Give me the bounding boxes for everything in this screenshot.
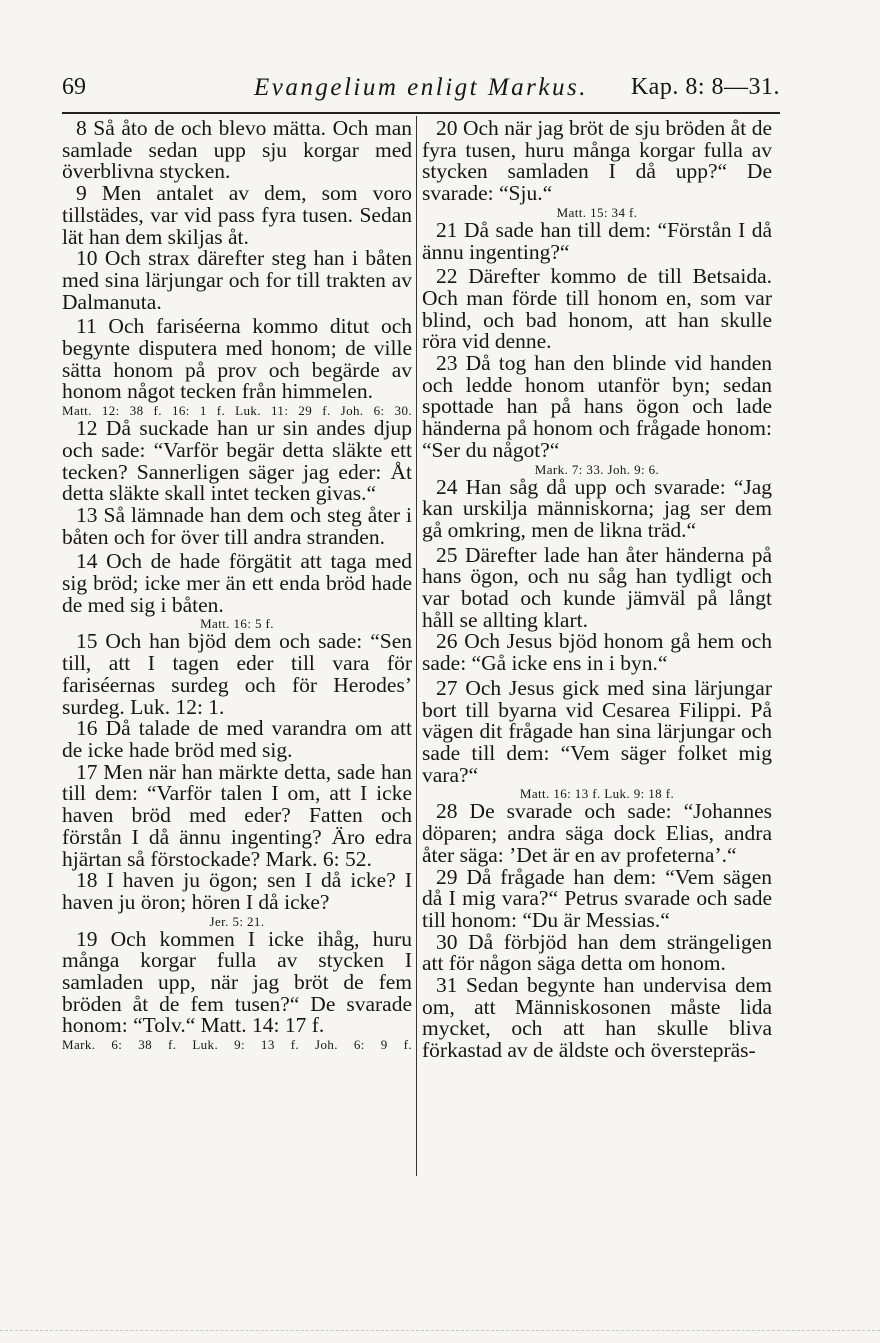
verse-31: 31 Sedan begynte han undervisa dem om, att Människosonen måste lida mycket, och att han skulle bliva förkastad av de äldste och överstepräs-: [422, 973, 772, 1063]
right-column: [422, 118, 772, 1062]
verse-11: 11 Och fariséerna kommo ditut och begynte disputera med honom; de ville sätta honom på prov och begärde av honom något tecken från himmelen.: [62, 314, 412, 404]
cross-reference: Mark. 7: 33. Joh. 9: 6.: [534, 461, 660, 477]
left-column: [62, 118, 412, 1052]
verse-13: 13 Så lämnade han dem och steg åter i båten och for över till andra stranden.: [62, 502, 412, 549]
book-title: Evangelium enligt Markus.: [254, 74, 588, 101]
verse-28: 28 De svarade och sade: “Johannes döparen; andra säga dock Elias, andra åter säga: ’Det är en av profeterna’.“: [422, 799, 772, 867]
cross-reference: Matt. 16: 13 f. Luk. 9: 18 f.: [519, 786, 675, 802]
verse-15: 15 Och han bjöd dem och sade: “Sen till, att I tagen eder till vara för fariséernas surdeg och för Herodes’ surdeg. Luk. 12: 1.: [62, 629, 412, 719]
cross-reference: Jer. 5: 21.: [209, 913, 265, 929]
cross-reference: Matt. 15: 34 f.: [556, 204, 638, 220]
page-edge-line: [0, 1330, 880, 1331]
verse-19: 19 Och kommen I icke ihåg, huru många korgar fulla av stycken I samladen upp, när jag bröt de fem bröden åt de fem tusen?“ De svarade honom: “Tolv.“ Matt. 14: 17 f.: [62, 926, 412, 1038]
verse-27: 27 Och Jesus gick med sina lärjungar bort till byarna vid Cesarea Filippi. På vägen dit frågade han sina lärjungar och sade till dem: “Vem säger folket mig vara?“: [422, 675, 772, 787]
running-header: [62, 70, 780, 110]
chapter-reference: Kap. 8: 8—31.: [630, 74, 780, 100]
cross-reference: Matt. 16: 5 f.: [200, 616, 274, 632]
verse-16: 16 Då talade de med varandra om att de icke hade bröd med sig.: [62, 716, 412, 762]
verse-21: 21 Då sade han till dem: “Förstån I då ännu ingenting?“: [422, 217, 772, 264]
verse-22: 22 Därefter kommo de till Betsaida. Och man förde till honom en, som var blind, och bad honom, att han skulle röra vid denne.: [422, 264, 772, 354]
verse-8: 8 Så åto de och blevo mätta. Och man samlade sedan upp sju korgar med överblivna stycken.: [62, 116, 412, 184]
verse-14: 14 Och de hade förgätit att taga med sig bröd; icke mer än ett enda bröd hade de med sig i båten.: [62, 549, 412, 617]
verse-10: 10 Och strax därefter steg han i båten med sina lärjungar och for till trakten av Dalmanuta.: [62, 246, 412, 314]
verse-18: 18 I haven ju ögon; sen I då icke? I haven ju öron; hören I då icke?: [62, 868, 412, 914]
column-divider: [416, 116, 417, 1176]
cross-reference: Mark. 6: 38 f. Luk. 9: 13 f. Joh. 6: 9 f.: [62, 1037, 412, 1053]
header-rule: [62, 112, 780, 114]
verse-23: 23 Då tog han den blinde vid handen och ledde honom utanför byn; sedan spottade han på hans ögon och lade händerna på honom och frågade honom: “Ser du något?“: [422, 351, 772, 462]
verse-17: 17 Men när han märkte detta, sade han till dem: “Varför talen I om, att I icke haven bröd med eder? Fatten och förstån I då ännu ingenting? Äro edra hjärtan så förstockade? Mark. 6: 52.: [62, 759, 412, 871]
verse-30: 30 Då förbjöd han dem strängeligen att för någon säga detta om honom.: [422, 929, 772, 976]
verse-12: 12 Då suckade han ur sin andes djup och sade: “Varför begär detta släkte ett tecken? Sannerligen säger jag eder: Åt detta släkte skall intet tecken givas.“: [62, 416, 412, 506]
verse-20: 20 Och när jag bröt de sju bröden åt de fyra tusen, huru många korgar fulla av stycken samladen I då upp?“ De svarade: “Sju.“: [422, 116, 772, 206]
verse-25: 25 Därefter lade han åter händerna på hans ögon, och nu såg han tydligt och var botad och kunde jämväl på långt håll se allting klart.: [422, 542, 772, 632]
verse-24: 24 Han såg då upp och svarade: “Jag kan urskilja människorna; jag ser dem gå omkring, men de likna träd.“: [422, 474, 772, 542]
verse-9: 9 Men antalet av dem, som voro tillstädes, var vid pass fyra tusen. Sedan lät han dem skiljas åt.: [62, 181, 412, 249]
verse-26: 26 Och Jesus bjöd honom gå hem och sade: “Gå icke ens in i byn.“: [422, 629, 772, 676]
verse-29: 29 Då frågade han dem: “Vem sägen då I mig vara?“ Petrus svarade och sade till honom: “Du är Messias.“: [422, 864, 772, 932]
cross-reference: Matt. 12: 38 f. 16: 1 f. Luk. 11: 29 f. Joh. 6: 30.: [62, 403, 412, 419]
page-number: 69: [62, 74, 86, 100]
